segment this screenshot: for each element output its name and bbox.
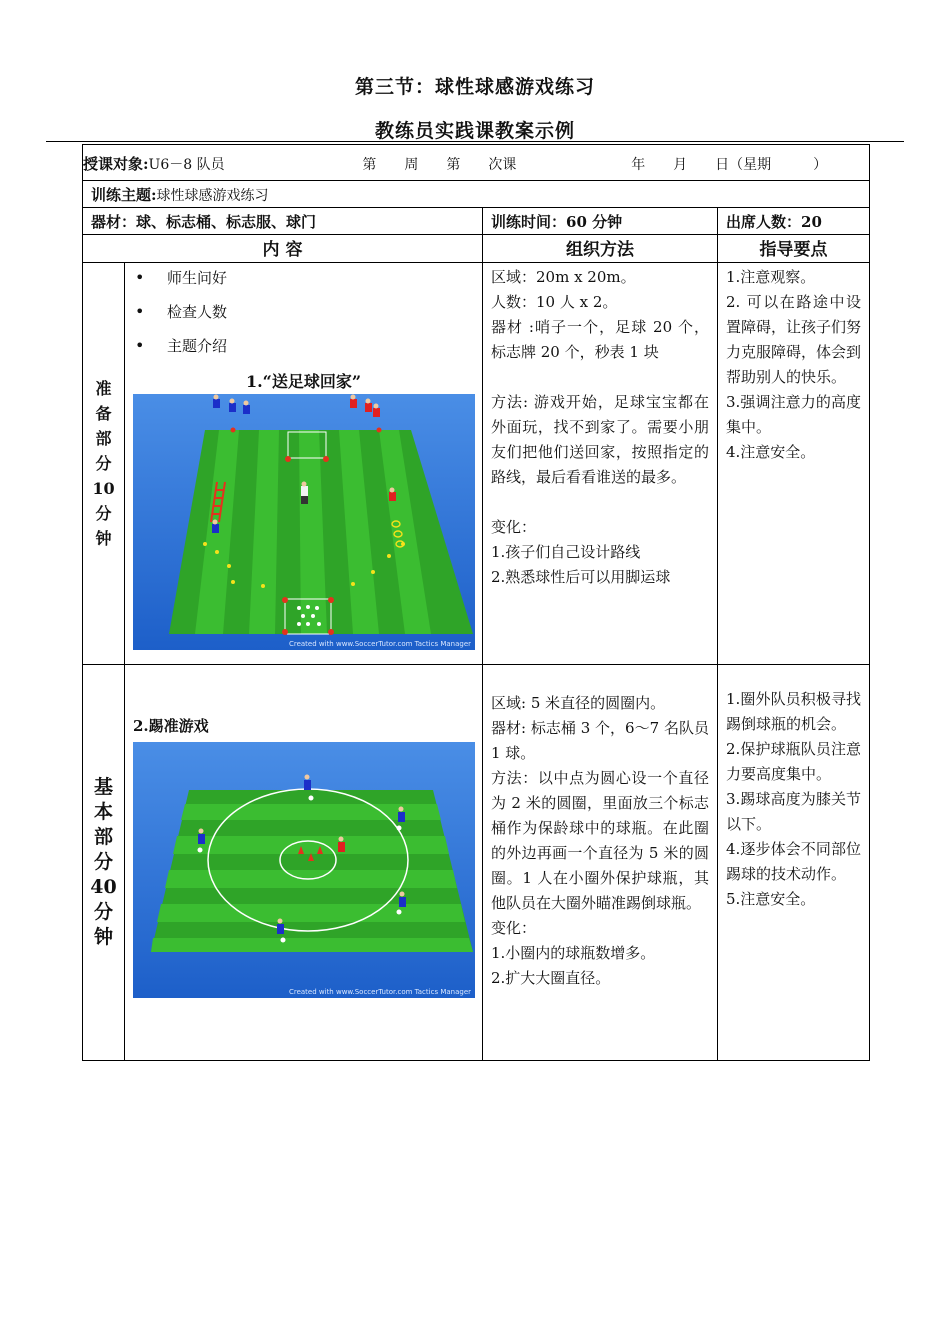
method-line: 2.熟悉球性后可以用脚运球 <box>491 568 671 586</box>
method-line: 变化： <box>491 919 537 937</box>
point-line: 4.注意安全。 <box>726 443 816 461</box>
side-label-basic: 基 本 部 分 40 分 钟 <box>83 665 125 1061</box>
col-method-header: 组织方法 <box>483 235 718 263</box>
method-line: 方法: 游戏开始，足球宝宝都在外面玩，找不到家了。需要小朋友们把他们送回家，按照指定的路线，最后看看谁送的最多。 <box>491 393 709 486</box>
method-cell-basic <box>483 665 718 1061</box>
content-cell-prep <box>125 263 483 665</box>
lesson-plan-table <box>82 144 870 1061</box>
theme-label: 训练主题: <box>91 186 157 204</box>
col-content-header: 内 容 <box>83 235 483 263</box>
header-row-target <box>83 145 870 181</box>
image-credit-1: Created with www.SoccerTutor.com Tactics Manager <box>288 640 471 648</box>
header-row-equipment <box>83 208 870 235</box>
list-item: • 主题介绍 <box>133 335 482 369</box>
point-line: 4.逐步体会不同部位踢球的技术动作。 <box>726 840 862 883</box>
method-cell-prep <box>483 263 718 665</box>
image-credit-2: Created with www.SoccerTutor.com Tactics Manager <box>288 988 471 996</box>
point-line: 3.踢球高度为膝关节以下。 <box>726 790 862 833</box>
point-line: 1.注意观察。 <box>726 268 816 286</box>
method-line: 区域: 5 米直径的圆圈内。 <box>491 694 666 712</box>
method-line: 1.孩子们自己设计路线 <box>491 543 641 561</box>
title-rule <box>46 141 904 142</box>
page-title: 第三节：球性球感游戏练习 <box>354 76 595 98</box>
method-line: 人数：10 人 x 2。 <box>491 293 618 311</box>
game-title-1: 1.“送足球回家” <box>245 372 362 391</box>
method-line: 变化： <box>491 518 537 536</box>
list-item: • 检查人数 <box>133 301 482 335</box>
point-line: 3.强调注意力的高度集中。 <box>726 393 862 436</box>
target-value: U6－8 队员 <box>148 157 225 173</box>
game-title-2: 2.踢准游戏 <box>133 717 209 735</box>
date-text: 年 月 日（星期 ） <box>631 157 828 173</box>
theme-value: 球性球感游戏练习 <box>156 188 269 204</box>
section-row-prep <box>83 263 870 665</box>
target-label: 授课对象: <box>83 155 149 173</box>
method-line: 2.扩大大圈直径。 <box>491 969 611 987</box>
points-cell-prep <box>718 263 870 665</box>
pitch-diagram-1 <box>133 394 475 650</box>
section-row-basic <box>83 665 870 1061</box>
point-line: 5.注意安全。 <box>726 890 816 908</box>
intro-list <box>125 267 482 369</box>
page-subtitle: 教练员实践课教案示例 <box>374 120 575 142</box>
method-line: 1.小圈内的球瓶数增多。 <box>491 944 656 962</box>
point-line: 2.保护球瓶队员注意力要高度集中。 <box>726 740 862 783</box>
side-label-prep: 准 备 部 分 10 分 钟 <box>83 263 125 665</box>
points-cell-basic <box>718 665 870 1061</box>
header-row-theme <box>83 181 870 208</box>
method-line: 器材: 标志桶 3 个，6～7 名队员 1 球。 <box>491 719 709 762</box>
attendance-text: 出席人数：20 <box>718 208 870 235</box>
column-header-row <box>83 235 870 263</box>
equipment-text: 器材：球、标志桶、标志服、球门 <box>83 208 483 235</box>
method-line: 区域：20m x 20m。 <box>491 268 636 286</box>
method-line: 方法：以中点为圆心设一个直径为 2 米的圆圈，里面放三个标志桶作为保龄球中的球瓶。在此圈的外边再画一个直径为 5 米的圆圈。1 人在小圈外保护球瓶，其他队员在大圈外瞄准踢倒球瓶。 <box>491 769 709 912</box>
col-points-header: 指导要点 <box>718 235 870 263</box>
pitch-diagram-2 <box>133 742 475 998</box>
list-item: • 师生问好 <box>133 267 482 301</box>
week-text: 第 周 第 次课 <box>362 157 517 173</box>
point-line: 1.圈外队员积极寻找踢倒球瓶的机会。 <box>726 690 862 733</box>
point-line: 2. 可以在路途中设置障碍，让孩子们努力克服障碍，体会到帮助别人的快乐。 <box>726 293 862 386</box>
duration-text: 训练时间：60 分钟 <box>483 208 718 235</box>
method-line: 器材 :哨子一个，足球 20 个，标志牌 20 个，秒表 1 块 <box>491 318 709 361</box>
content-cell-basic <box>125 665 483 1061</box>
